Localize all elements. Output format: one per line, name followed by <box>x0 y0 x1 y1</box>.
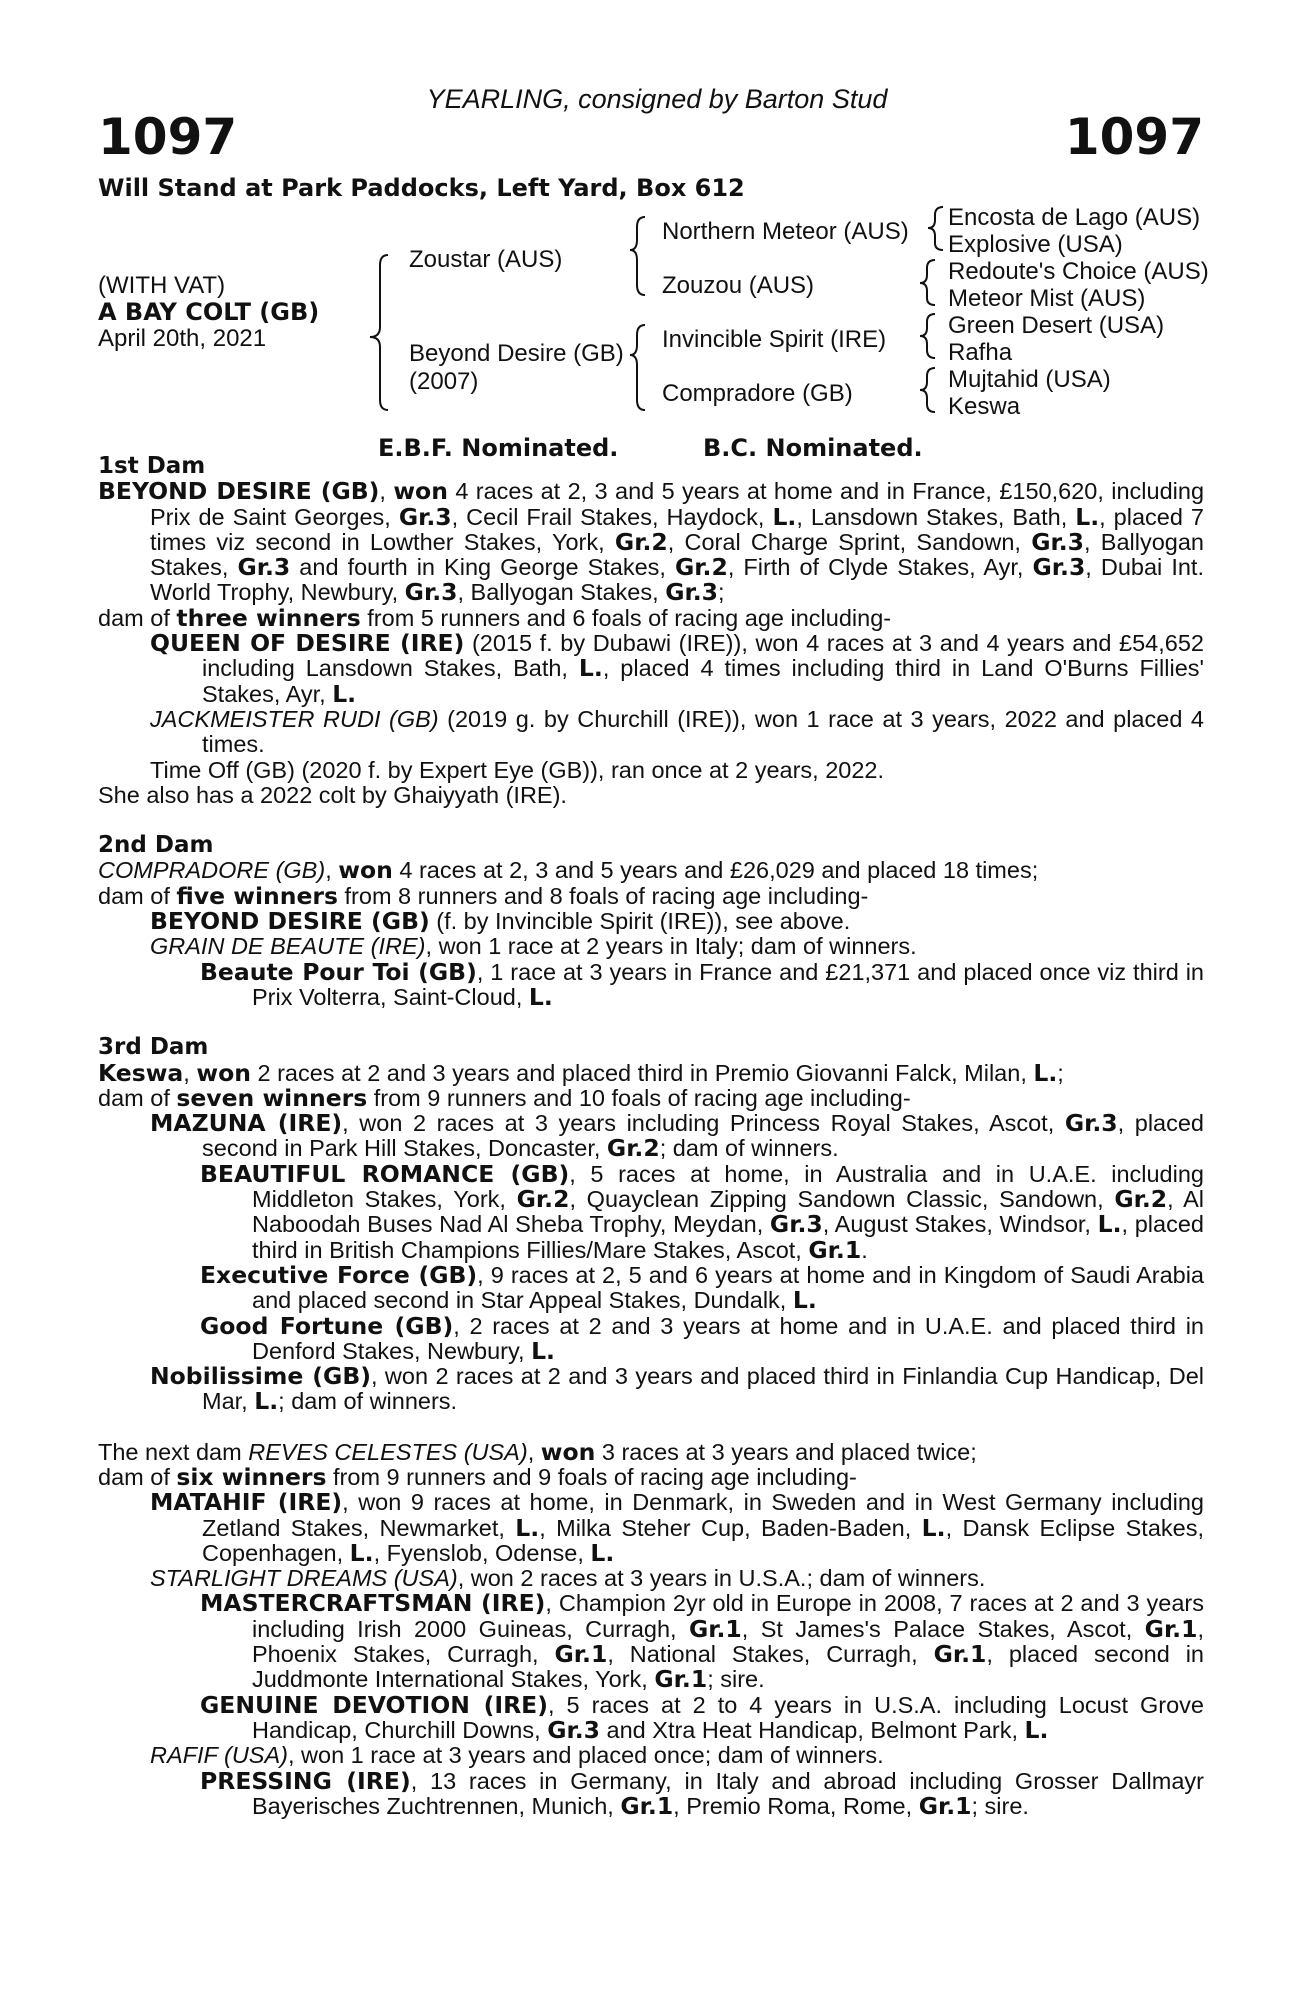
lot-number-left: 1097 <box>98 108 238 166</box>
dam-dam: Compradore (GB) <box>662 380 853 407</box>
dam-sire: Invincible Spirit (IRE) <box>662 326 887 353</box>
produce-nobilissime: Nobilissime (GB), won 2 races at 2 and 3 years and placed third in Finlandia Cup Handicap, Del Mar, L.; dam of winners. <box>150 1362 1204 1416</box>
foaling-date: April 20th, 2021 <box>98 325 267 352</box>
third-dam-entry: Keswa, won 2 races at 2 and 3 years and placed third in Premio Giovanni Falck, Milan, L.; <box>98 1058 1064 1087</box>
produce-matahif: MATAHIF (IRE), won 9 races at home, in Denmark, in Sweden and in West Germany including Zetland Stakes, Newmarket, L., Milka Steher Cup, Baden-Baden, L., Dansk Eclipse Stakes, Copenhagen, L., Fyenslob, Odense, L. <box>150 1488 1204 1567</box>
first-dam-heading: 1st Dam <box>98 453 206 479</box>
catalogue-subtitle: YEARLING, consigned by Barton Stud <box>426 84 888 114</box>
produce-starlight-dreams: STARLIGHT DREAMS (USA), won 2 races at 3 years in U.S.A.; dam of winners. <box>150 1565 986 1592</box>
lot-number-right: 1097 <box>1064 108 1204 166</box>
stand-location: Will Stand at Park Paddocks, Left Yard, Box 612 <box>98 174 745 202</box>
sire-dam: Zouzou (AUS) <box>662 272 815 299</box>
first-dam-produce-summary: dam of three winners from 5 runners and 6 foals of racing age including- <box>98 603 892 632</box>
produce-pressing: PRESSING (IRE), 13 races in Germany, in Italy and abroad including Grosser Dallmayr Bayerisches Zuchtrennen, Munich, Gr.1, Premio Roma, Rome, Gr.1; sire. <box>200 1766 1204 1820</box>
ancestor-8: Keswa <box>948 393 1021 420</box>
subject-name: A BAY COLT (GB) <box>98 298 320 326</box>
bc-nomination: B.C. Nominated. <box>703 434 923 462</box>
produce-time-off: Time Off (GB) (2020 f. by Expert Eye (GB)), ran once at 2 years, 2022. <box>150 756 885 783</box>
ancestor-3: Redoute's Choice (AUS) <box>948 258 1209 285</box>
ancestor-6: Rafha <box>948 339 1013 366</box>
produce-mastercraftsman: MASTERCRAFTSMAN (IRE), Champion 2yr old in Europe in 2008, 7 races at 2 and 3 years including Irish 2000 Guineas, Curragh, Gr.1, St James's Palace Stakes, Ascot, Gr.1, Phoenix Stakes, Curragh, Gr.1, National Stakes, Curragh, Gr.1, placed second in Juddmonte International Stakes, York, Gr.1; sire. <box>200 1589 1205 1694</box>
vat-note: (WITH VAT) <box>98 272 226 299</box>
next-dam-entry: The next dam REVES CELESTES (USA), won 3 races at 3 years and placed twice; <box>98 1437 977 1466</box>
produce-genuine-devotion: GENUINE DEVOTION (IRE), 5 races at 2 to 4 years in U.S.A. including Locust Grove Handicap, Churchill Downs, Gr.3 and Xtra Heat Handicap, Belmont Park, L. <box>200 1690 1204 1744</box>
produce-jackmeister-rudi: JACKMEISTER RUDI (GB) (2019 g. by Churchill (IRE)), won 1 race at 3 years, 2022 and placed 4 times. <box>150 705 1204 758</box>
produce-rafif: RAFIF (USA), won 1 race at 3 years and placed once; dam of winners. <box>150 1742 884 1769</box>
dam: Beyond Desire (GB) <box>409 340 624 367</box>
ebf-nomination: E.B.F. Nominated. <box>378 434 619 462</box>
third-dam-heading: 3rd Dam <box>98 1034 209 1061</box>
first-dam-entry: BEYOND DESIRE (GB), won 4 races at 2, 3 and 5 years at home and in France, £150,620, including Prix de Saint Georges, Gr.3, Cecil Frail Stakes, Haydock, L., Lansdown Stakes, Bath, L., placed 7 times viz second in Lowther Stakes, York, Gr.2, Coral Charge Sprint, Sandown, Gr.3, Ballyogan Stakes, Gr.3 and fourth in King George Stakes, Gr.2, Firth of Clyde Stakes, Ayr, Gr.3, Dubai Int. World Trophy, Newbury, Gr.3, Ballyogan Stakes, Gr.3; <box>98 477 1205 607</box>
second-dam-heading: 2nd Dam <box>98 832 214 859</box>
catalogue-body <box>98 454 1204 1819</box>
sire-sire: Northern Meteor (AUS) <box>662 218 909 245</box>
produce-beaute-pour-toi: Beaute Pour Toi (GB), 1 race at 3 years in France and £21,371 and placed once viz third in Prix Volterra, Saint-Cloud, L. <box>200 957 1204 1011</box>
third-dam-produce-summary: dam of seven winners from 9 runners and 10 foals of racing age including- <box>98 1083 911 1112</box>
produce-mazuna: MAZUNA (IRE), won 2 races at 3 years including Princess Royal Stakes, Ascot, Gr.3, placed second in Park Hill Stakes, Doncaster, Gr.2; dam of winners. <box>150 1109 1205 1163</box>
produce-beyond-desire: BEYOND DESIRE (GB) (f. by Invincible Spirit (IRE)), see above. <box>150 907 851 936</box>
produce-executive-force: Executive Force (GB), 9 races at 2, 5 and 6 years at home and in Kingdom of Saudi Arabia and placed second in Star Appeal Stakes, Dundalk, L. <box>200 1260 1204 1315</box>
produce-good-fortune: Good Fortune (GB), 2 races at 2 and 3 years at home and in U.A.E. and placed third in Denford Stakes, Newbury, L. <box>200 1311 1204 1365</box>
ancestor-2: Explosive (USA) <box>948 231 1123 258</box>
sire: Zoustar (AUS) <box>409 246 563 273</box>
produce-queen-of-desire: QUEEN OF DESIRE (IRE) (2015 f. by Dubawi (IRE)), won 4 races at 3 and 4 years and £54,652 including Lansdown Stakes, Bath, L., placed 4 times including third in Land O'Burns Fillies' Stakes, Ayr, L. <box>150 629 1204 708</box>
ancestor-5: Green Desert (USA) <box>948 312 1165 339</box>
produce-beautiful-romance: BEAUTIFUL ROMANCE (GB), 5 races at home, in Australia and in U.A.E. including Middleton Stakes, York, Gr.2, Quayclean Zipping Sandown Classic, Sandown, Gr.2, Al Naboodah Buses Nad Al Sheba Trophy, Meydan, Gr.3, August Stakes, Windsor, L., placed third in British Champions Fillies/Mare Stakes, Ascot, Gr.1. <box>200 1159 1204 1264</box>
ancestor-1: Encosta de Lago (AUS) <box>948 204 1201 231</box>
ancestor-7: Mujtahid (USA) <box>948 366 1111 393</box>
second-dam-produce-summary: dam of five winners from 8 runners and 8 foals of racing age including- <box>98 881 869 910</box>
next-dam-produce-summary: dam of six winners from 9 runners and 9 foals of racing age including- <box>98 1462 857 1491</box>
dam-foaling-year: (2007) <box>409 368 479 395</box>
second-dam-entry: COMPRADORE (GB), won 4 races at 2, 3 and 5 years and £26,029 and placed 18 times; <box>98 856 1039 885</box>
produce-2022-colt: She also has a 2022 colt by Ghaiyyath (IRE). <box>98 781 567 808</box>
produce-grain-de-beaute: GRAIN DE BEAUTE (IRE), won 1 race at 2 years in Italy; dam of winners. <box>150 933 917 960</box>
ancestor-4: Meteor Mist (AUS) <box>948 285 1146 312</box>
